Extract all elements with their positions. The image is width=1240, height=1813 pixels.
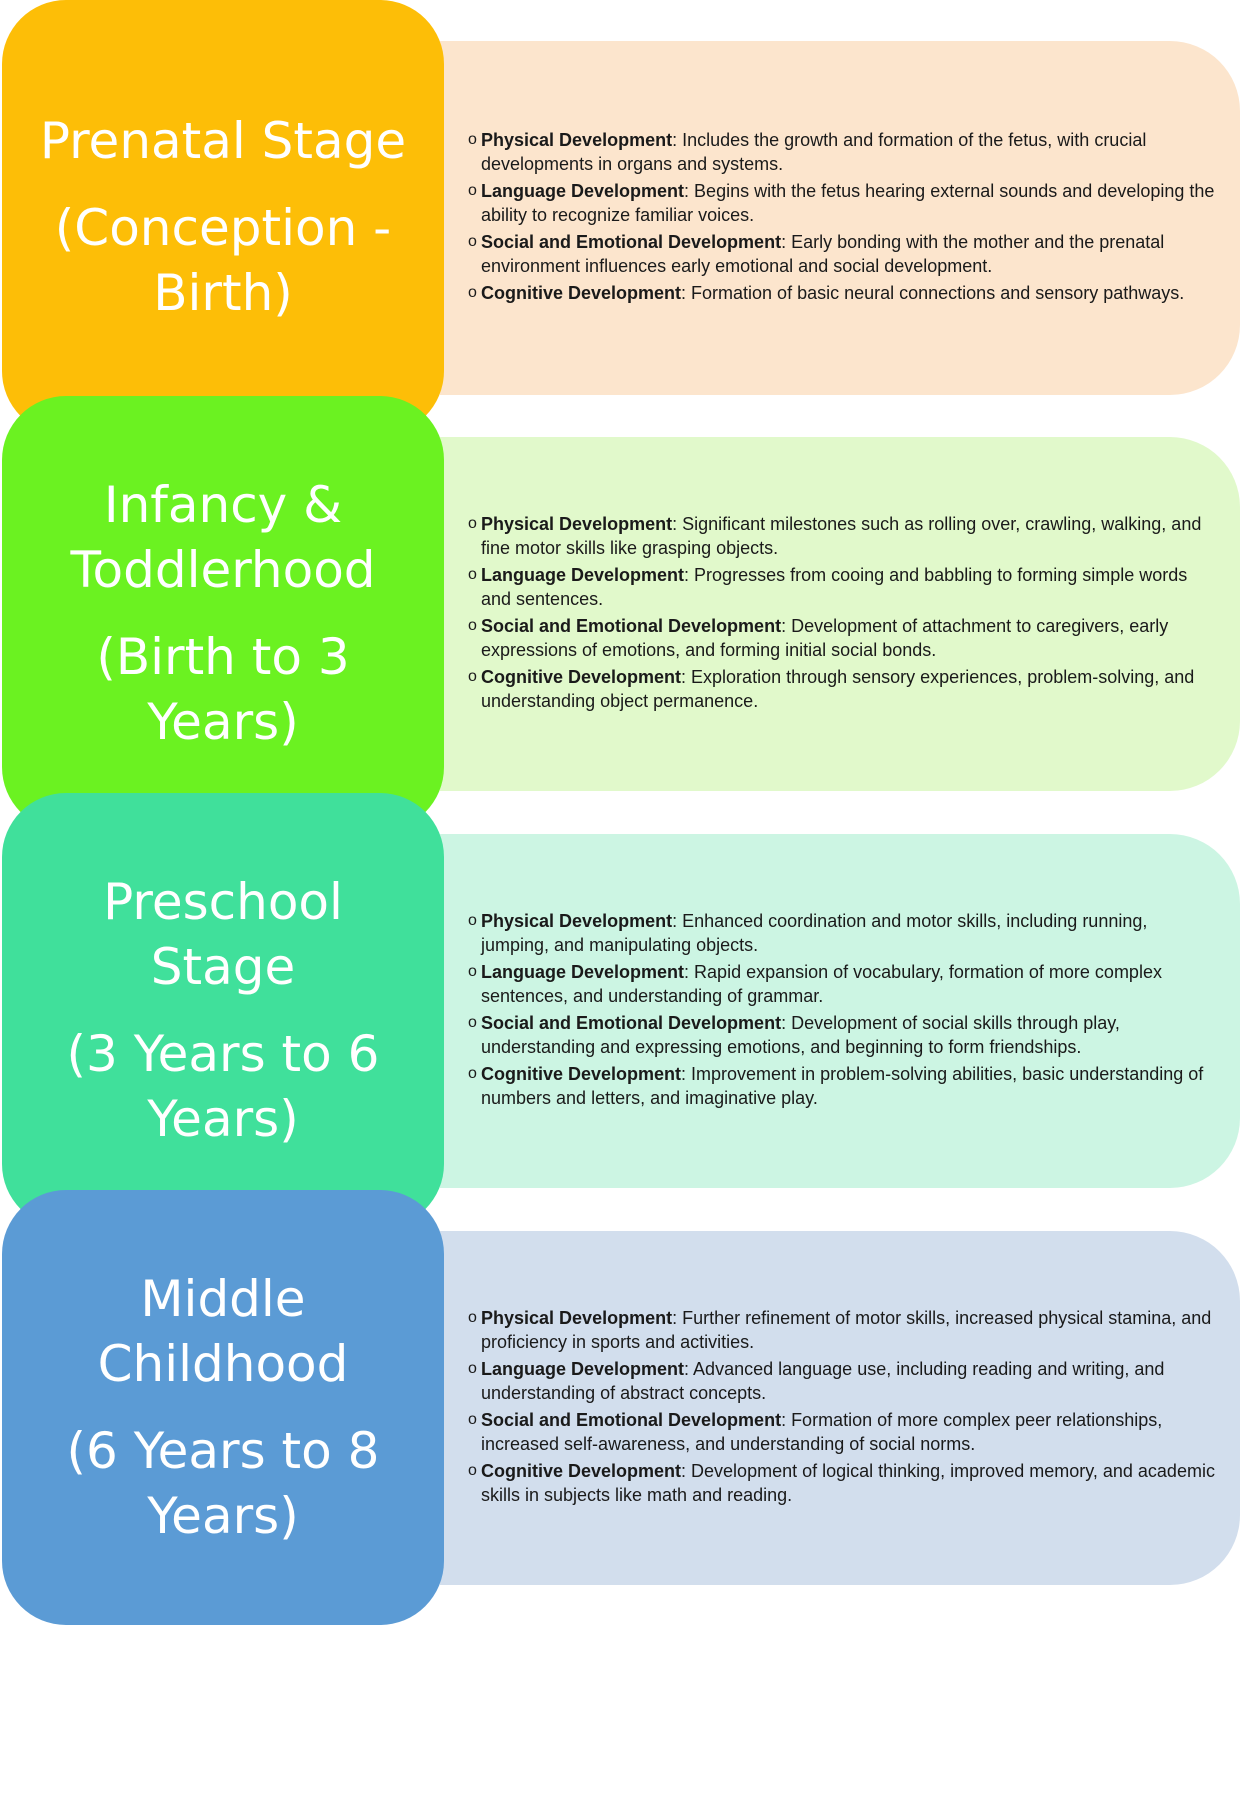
development-item — [468, 179, 1216, 227]
development-description: : Exploration through sensory experiences, problem-solving, and understanding object permanence. — [481, 667, 1195, 711]
stage-detail-box — [440, 437, 1240, 791]
development-area-label: Physical Development — [481, 514, 673, 534]
development-description: : Begins with the fetus hearing external sounds and developing the ability to recognize familiar voices. — [481, 181, 1215, 225]
circle-bullet-icon: o — [468, 1411, 477, 1428]
development-description: : Formation of basic neural connections and sensory pathways. — [681, 283, 1185, 303]
stage-title-box — [2, 793, 444, 1228]
development-item — [468, 230, 1216, 278]
development-item — [468, 1459, 1216, 1507]
stage-age-range: (Birth to 3 Years) — [96, 627, 350, 751]
development-item — [468, 1062, 1216, 1110]
stage-age-range: (6 Years to 8 Years) — [66, 1421, 380, 1545]
development-description: : Significant milestones such as rolling over, crawling, walking, and fine motor skills like grasping objects. — [481, 514, 1202, 558]
development-area-label: Language Development — [481, 1359, 685, 1379]
development-item — [468, 281, 1216, 305]
stage-row — [0, 1190, 1240, 1625]
circle-bullet-icon: o — [468, 1462, 477, 1479]
development-area-label: Cognitive Development — [481, 667, 682, 687]
development-area-label: Cognitive Development — [481, 1064, 682, 1084]
circle-bullet-icon: o — [468, 284, 477, 301]
development-area-label: Language Development — [481, 962, 685, 982]
stage-age-range: (3 Years to 6 Years) — [66, 1024, 380, 1148]
development-area-label: Cognitive Development — [481, 1461, 682, 1481]
development-area-label: Physical Development — [481, 130, 673, 150]
development-item — [468, 563, 1216, 611]
development-item — [468, 960, 1216, 1008]
development-item — [468, 128, 1216, 176]
development-description: : Improvement in problem-solving abilities, basic understanding of numbers and letters, and imaginative play. — [481, 1064, 1204, 1108]
development-area-label: Social and Emotional Development — [481, 1013, 782, 1033]
development-item — [468, 1306, 1216, 1354]
stage-detail-box — [440, 834, 1240, 1188]
development-area-label: Physical Development — [481, 1308, 673, 1328]
development-item — [468, 1011, 1216, 1059]
development-list — [468, 512, 1216, 716]
stage-age-range: (Conception - Birth) — [54, 199, 392, 322]
development-item — [468, 1408, 1216, 1456]
stage-name: Prenatal Stage — [39, 112, 407, 170]
stage-row — [0, 0, 1240, 435]
stage-row — [0, 793, 1240, 1228]
circle-bullet-icon: o — [468, 182, 477, 199]
stage-title-box — [2, 396, 444, 831]
development-item — [468, 1357, 1216, 1405]
development-area-label: Physical Development — [481, 911, 673, 931]
development-description: : Enhanced coordination and motor skills, including running, jumping, and manipulating objects. — [481, 911, 1148, 955]
development-area-label: Language Development — [481, 181, 685, 201]
development-description: : Progresses from cooing and babbling to forming simple words and sentences. — [481, 565, 1188, 609]
stage-title-box — [2, 0, 444, 435]
stage-detail-box — [440, 1231, 1240, 1585]
development-description: : Development of logical thinking, improved memory, and academic skills in subjects like math and reading. — [481, 1461, 1215, 1505]
development-area-label: Social and Emotional Development — [481, 232, 782, 252]
circle-bullet-icon: o — [468, 515, 477, 532]
development-description: : Early bonding with the mother and the prenatal environment influences early emotional and social development. — [481, 232, 1165, 276]
development-description: : Rapid expansion of vocabulary, formation of more complex sentences, and understanding of grammar. — [481, 962, 1162, 1006]
development-area-label: Social and Emotional Development — [481, 616, 782, 636]
development-description: : Development of social skills through play, understanding and expressing emotions, and beginning to form friendships. — [481, 1013, 1120, 1057]
development-list — [468, 909, 1216, 1113]
circle-bullet-icon: o — [468, 617, 477, 634]
circle-bullet-icon: o — [468, 566, 477, 583]
stage-name: Middle Childhood — [97, 1269, 349, 1393]
development-description: : Further refinement of motor skills, increased physical stamina, and proficiency in sports and activities. — [481, 1308, 1212, 1352]
development-description: : Formation of more complex peer relationships, increased self-awareness, and understanding of social norms. — [481, 1410, 1163, 1454]
development-item — [468, 512, 1216, 560]
development-description: : Advanced language use, including reading and writing, and understanding of abstract concepts. — [481, 1359, 1165, 1403]
circle-bullet-icon: o — [468, 131, 477, 148]
circle-bullet-icon: o — [468, 1014, 477, 1031]
development-area-label: Social and Emotional Development — [481, 1410, 782, 1430]
circle-bullet-icon: o — [468, 668, 477, 685]
circle-bullet-icon: o — [468, 233, 477, 250]
development-description: : Development of attachment to caregivers, early expressions of emotions, and forming initial social bonds. — [481, 616, 1169, 660]
development-list — [468, 1306, 1216, 1510]
development-item — [468, 909, 1216, 957]
stage-detail-box — [440, 41, 1240, 395]
development-item — [468, 665, 1216, 713]
circle-bullet-icon: o — [468, 912, 477, 929]
stage-title-box — [2, 1190, 444, 1625]
development-item — [468, 614, 1216, 662]
circle-bullet-icon: o — [468, 1360, 477, 1377]
stage-name: Infancy & Toddlerhood — [70, 475, 376, 599]
circle-bullet-icon: o — [468, 1065, 477, 1082]
circle-bullet-icon: o — [468, 963, 477, 980]
stage-name: Preschool Stage — [103, 872, 343, 996]
circle-bullet-icon: o — [468, 1309, 477, 1326]
development-area-label: Language Development — [481, 565, 685, 585]
development-description: : Includes the growth and formation of the fetus, with crucial developments in organs and systems. — [481, 130, 1147, 174]
development-list — [468, 128, 1216, 308]
development-area-label: Cognitive Development — [481, 283, 682, 303]
stage-row — [0, 396, 1240, 831]
